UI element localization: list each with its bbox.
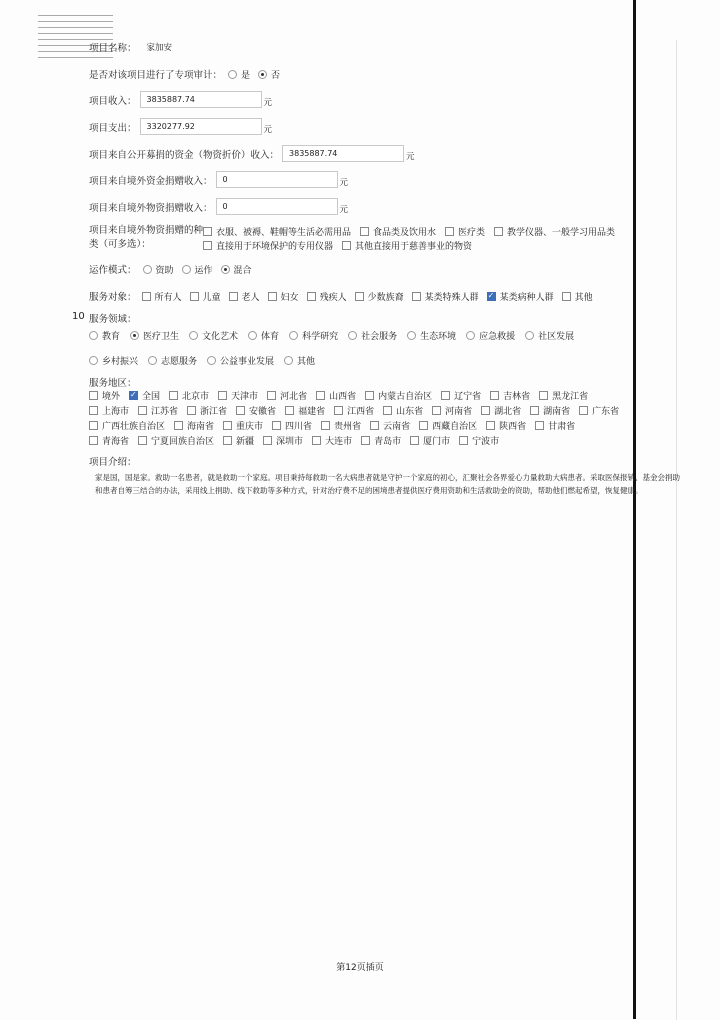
option-label: 妇女 bbox=[280, 292, 299, 303]
service-region-row-2 bbox=[84, 404, 623, 417]
radio-button[interactable] bbox=[89, 331, 98, 340]
public-fund-row bbox=[89, 145, 415, 162]
checkbox-option[interactable] bbox=[482, 290, 554, 303]
checkbox-option[interactable] bbox=[476, 404, 521, 417]
checkbox-option[interactable] bbox=[218, 434, 254, 447]
option-label: 其他 bbox=[297, 356, 316, 367]
checkbox[interactable] bbox=[481, 406, 490, 415]
checkbox-option[interactable] bbox=[350, 290, 404, 303]
service-target-label: 服务对象： bbox=[89, 292, 137, 303]
radio-option[interactable] bbox=[142, 354, 197, 367]
option-label: 河北省 bbox=[280, 392, 308, 402]
radio-button[interactable] bbox=[221, 265, 230, 274]
checkbox-option[interactable] bbox=[164, 389, 209, 402]
option-label: 河南省 bbox=[445, 407, 473, 417]
project-name-row bbox=[89, 40, 172, 54]
option-label: 深圳市 bbox=[276, 437, 304, 447]
radio-option[interactable] bbox=[137, 263, 174, 276]
expense-label: 项目支出： bbox=[89, 122, 137, 134]
goods-type-options-line1 bbox=[198, 224, 619, 238]
option-label: 吉林省 bbox=[503, 392, 531, 402]
checkbox[interactable] bbox=[361, 436, 370, 445]
checkbox[interactable] bbox=[138, 406, 147, 415]
option-label: 教学仪器、一般学习用品类 bbox=[507, 227, 616, 238]
option-label: 志愿服务 bbox=[161, 356, 198, 367]
checkbox[interactable] bbox=[360, 227, 369, 236]
checkbox[interactable] bbox=[535, 421, 544, 430]
checkbox-option[interactable] bbox=[337, 239, 472, 252]
checkbox-option[interactable] bbox=[224, 290, 260, 303]
radio-button[interactable] bbox=[289, 331, 298, 340]
income-label: 项目收入： bbox=[89, 95, 137, 107]
overseas-goods-label: 项目来自境外物资捐赠收入： bbox=[89, 202, 213, 214]
radio-option[interactable] bbox=[222, 68, 250, 81]
radio-option[interactable] bbox=[201, 354, 274, 367]
goods-type-label bbox=[89, 224, 203, 252]
checkbox-option[interactable] bbox=[311, 389, 356, 402]
option-label: 山西省 bbox=[329, 392, 357, 402]
option-label: 某类特殊人群 bbox=[424, 292, 479, 303]
checkbox[interactable] bbox=[142, 292, 151, 301]
checkbox-option[interactable] bbox=[427, 404, 472, 417]
checkbox-option[interactable] bbox=[355, 225, 436, 238]
option-label: 云南省 bbox=[383, 422, 411, 432]
radio-option[interactable] bbox=[242, 329, 279, 342]
checkbox-option[interactable] bbox=[231, 404, 276, 417]
checkbox-option[interactable] bbox=[302, 290, 347, 303]
checkbox-option[interactable] bbox=[84, 404, 129, 417]
checkbox[interactable] bbox=[486, 421, 495, 430]
operation-mode-label: 运作模式： bbox=[89, 265, 137, 276]
radio-option[interactable] bbox=[215, 263, 252, 276]
radio-button[interactable] bbox=[407, 331, 416, 340]
checkbox-option[interactable] bbox=[280, 404, 325, 417]
checkbox[interactable] bbox=[355, 292, 364, 301]
special-audit-options bbox=[222, 68, 282, 81]
option-label: 其他直接用于慈善事业的物资 bbox=[355, 241, 473, 252]
service-region-row-3 bbox=[84, 419, 579, 432]
checkbox-option[interactable] bbox=[436, 389, 481, 402]
radio-option[interactable] bbox=[83, 329, 120, 342]
scan-faint-line bbox=[676, 40, 677, 1020]
option-label: 安徽省 bbox=[249, 407, 277, 417]
checkbox-option[interactable] bbox=[530, 419, 575, 432]
service-field-options-row2 bbox=[83, 352, 319, 368]
radio-button[interactable] bbox=[182, 265, 191, 274]
overseas-goods-unit: 元 bbox=[339, 205, 349, 215]
option-label: 北京市 bbox=[182, 392, 210, 402]
option-label: 境外 bbox=[102, 392, 121, 402]
checkbox-option[interactable] bbox=[440, 225, 485, 238]
checkbox[interactable] bbox=[419, 421, 428, 430]
checkbox-option[interactable] bbox=[481, 419, 526, 432]
option-label: 残疾人 bbox=[319, 292, 347, 303]
checkbox-option[interactable] bbox=[489, 225, 615, 238]
checkbox[interactable] bbox=[579, 406, 588, 415]
checkbox-option[interactable] bbox=[414, 419, 477, 432]
option-label: 厦门市 bbox=[423, 437, 451, 447]
option-label: 衣服、被褥、鞋帽等生活必需用品 bbox=[216, 227, 352, 238]
radio-button[interactable] bbox=[207, 356, 216, 365]
option-label: 湖北省 bbox=[494, 407, 522, 417]
checkbox-option[interactable] bbox=[525, 404, 570, 417]
option-label: 某类病种人群 bbox=[499, 292, 554, 303]
checkbox[interactable] bbox=[174, 421, 183, 430]
checkbox[interactable] bbox=[312, 436, 321, 445]
checkbox[interactable] bbox=[267, 391, 276, 400]
checkbox[interactable] bbox=[562, 292, 571, 301]
radio-option[interactable] bbox=[283, 329, 338, 342]
line-number: 10 bbox=[72, 311, 85, 322]
public-fund-unit: 元 bbox=[406, 152, 415, 162]
checkbox-option[interactable] bbox=[356, 434, 401, 447]
scan-edge-line bbox=[633, 0, 636, 1019]
option-label: 重庆市 bbox=[236, 422, 264, 432]
checkbox[interactable] bbox=[410, 436, 419, 445]
option-label: 老人 bbox=[241, 292, 260, 303]
option-label: 广东省 bbox=[592, 407, 620, 417]
option-label: 甘肃省 bbox=[548, 422, 576, 432]
checkbox[interactable] bbox=[445, 227, 454, 236]
option-label: 青岛市 bbox=[374, 437, 402, 447]
service-region-row-1 bbox=[84, 389, 592, 402]
radio-button[interactable] bbox=[466, 331, 475, 340]
radio-option[interactable] bbox=[519, 329, 574, 342]
checkbox[interactable] bbox=[285, 406, 294, 415]
option-label: 应急救援 bbox=[479, 331, 516, 342]
checkbox-option[interactable] bbox=[307, 434, 352, 447]
checkbox[interactable] bbox=[129, 391, 138, 400]
checkbox-option[interactable] bbox=[267, 419, 312, 432]
checkbox[interactable] bbox=[229, 292, 238, 301]
checkbox-option[interactable] bbox=[213, 389, 258, 402]
radio-button[interactable] bbox=[348, 331, 357, 340]
radio-option[interactable] bbox=[252, 68, 280, 81]
option-label: 混合 bbox=[233, 265, 252, 276]
checkbox-option[interactable] bbox=[133, 434, 214, 447]
checkbox-option[interactable] bbox=[378, 404, 423, 417]
option-label: 宁夏回族自治区 bbox=[151, 437, 215, 447]
option-label: 内蒙古自治区 bbox=[378, 392, 433, 402]
option-label: 直接用于环境保护的专用仪器 bbox=[216, 241, 334, 252]
service-region-label: 服务地区： bbox=[89, 378, 137, 389]
option-label: 四川省 bbox=[285, 422, 313, 432]
operation-mode-options bbox=[137, 263, 254, 276]
option-label: 海南省 bbox=[187, 422, 215, 432]
checkbox[interactable] bbox=[89, 436, 98, 445]
option-label: 公益事业发展 bbox=[220, 356, 275, 367]
checkbox-option[interactable] bbox=[316, 419, 361, 432]
checkbox[interactable] bbox=[321, 421, 330, 430]
radio-button[interactable] bbox=[228, 70, 237, 79]
option-label: 否 bbox=[271, 70, 281, 81]
option-label: 天津市 bbox=[231, 392, 259, 402]
checkbox[interactable] bbox=[441, 391, 450, 400]
checkbox[interactable] bbox=[190, 292, 199, 301]
option-label: 文化艺术 bbox=[202, 331, 239, 342]
option-label: 广西壮族自治区 bbox=[102, 422, 166, 432]
checkbox[interactable] bbox=[334, 406, 343, 415]
option-label: 黑龙江省 bbox=[552, 392, 589, 402]
checkbox[interactable] bbox=[370, 421, 379, 430]
option-label: 少数族裔 bbox=[367, 292, 404, 303]
checkbox[interactable] bbox=[236, 406, 245, 415]
income-input[interactable]: 3835887.74 bbox=[140, 91, 262, 108]
checkbox[interactable] bbox=[539, 391, 548, 400]
option-label: 全国 bbox=[142, 392, 161, 402]
option-label: 科学研究 bbox=[302, 331, 339, 342]
service-target-options bbox=[137, 290, 596, 303]
option-label: 儿童 bbox=[202, 292, 221, 303]
option-label: 大连市 bbox=[325, 437, 353, 447]
checkbox-option[interactable] bbox=[198, 239, 333, 252]
expense-input[interactable]: 3320277.92 bbox=[140, 118, 262, 135]
checkbox-option[interactable] bbox=[185, 290, 221, 303]
radio-option[interactable] bbox=[342, 329, 397, 342]
option-label: 资助 bbox=[155, 265, 174, 276]
overseas-fund-unit: 元 bbox=[339, 178, 349, 188]
radio-button[interactable] bbox=[89, 356, 98, 365]
radio-option[interactable] bbox=[278, 354, 315, 367]
radio-button[interactable] bbox=[284, 356, 293, 365]
page-footer: 第12页插页 bbox=[336, 963, 384, 973]
overseas-goods-row bbox=[89, 198, 348, 215]
option-label: 湖南省 bbox=[543, 407, 571, 417]
checkbox[interactable] bbox=[530, 406, 539, 415]
checkbox[interactable] bbox=[487, 292, 496, 301]
option-label: 体育 bbox=[261, 331, 280, 342]
service-field-options-row1 bbox=[83, 327, 578, 343]
service-field-label: 服务领域： bbox=[89, 314, 137, 325]
checkbox[interactable] bbox=[307, 292, 316, 301]
special-audit-label: 是否对该项目进行了专项审计： bbox=[89, 70, 223, 81]
checkbox[interactable] bbox=[223, 436, 232, 445]
checkbox-option[interactable] bbox=[218, 419, 263, 432]
special-audit-row bbox=[89, 67, 282, 81]
checkbox[interactable] bbox=[89, 391, 98, 400]
checkbox-option[interactable] bbox=[84, 434, 129, 447]
option-label: 医疗类 bbox=[458, 227, 486, 238]
checkbox[interactable] bbox=[272, 421, 281, 430]
checkbox[interactable] bbox=[490, 391, 499, 400]
income-unit: 元 bbox=[263, 98, 273, 108]
checkbox-option[interactable] bbox=[407, 290, 479, 303]
option-label: 青海省 bbox=[102, 437, 130, 447]
project-name-label: 项目名称： bbox=[89, 43, 137, 54]
option-label: 贵州省 bbox=[334, 422, 362, 432]
checkbox[interactable] bbox=[383, 406, 392, 415]
public-fund-label: 项目来自公开募捐的资金（物资折价）收入： bbox=[89, 149, 280, 161]
checkbox[interactable] bbox=[459, 436, 468, 445]
option-label: 福建省 bbox=[298, 407, 326, 417]
option-label: 江西省 bbox=[347, 407, 375, 417]
checkbox[interactable] bbox=[365, 391, 374, 400]
goods-type-options-line2 bbox=[198, 238, 476, 252]
checkbox-option[interactable] bbox=[405, 434, 450, 447]
option-label: 新疆 bbox=[236, 437, 255, 447]
radio-option[interactable] bbox=[460, 329, 515, 342]
service-region-row-4 bbox=[84, 434, 503, 447]
radio-option[interactable] bbox=[401, 329, 456, 342]
checkbox[interactable] bbox=[169, 391, 178, 400]
checkbox[interactable] bbox=[89, 406, 98, 415]
radio-button[interactable] bbox=[248, 331, 257, 340]
option-label: 教育 bbox=[102, 331, 121, 342]
checkbox-option[interactable] bbox=[534, 389, 588, 402]
option-label: 上海市 bbox=[102, 407, 130, 417]
option-label: 浙江省 bbox=[200, 407, 228, 417]
option-label: 乡村振兴 bbox=[102, 356, 139, 367]
option-label: 社区发展 bbox=[538, 331, 575, 342]
option-label: 辽宁省 bbox=[454, 392, 482, 402]
radio-option[interactable] bbox=[176, 263, 213, 276]
radio-option[interactable] bbox=[83, 354, 138, 367]
checkbox-option[interactable] bbox=[137, 290, 182, 303]
checkbox-option[interactable] bbox=[557, 290, 593, 303]
checkbox-option[interactable] bbox=[198, 225, 351, 238]
goods-type-label-line2: 类（可多选）： bbox=[89, 239, 151, 250]
checkbox[interactable] bbox=[412, 292, 421, 301]
checkbox[interactable] bbox=[263, 436, 272, 445]
checkbox-option[interactable] bbox=[124, 389, 160, 402]
option-label: 陕西省 bbox=[499, 422, 527, 432]
intro-text: 家是国，国是家。救助一名患者，就是救助一个家庭。项目秉持每救助一名大病患者就是守护一个家庭的初心，汇聚社会各界爱心力量救助大病患者。采取医保报销、基金会捐助和患者自筹三结合的办法，采用线上捐助、线下救助等多种方式，针对治疗费不足的困境患者提供医疗费用资助和生活救助金的资助，帮助他们燃起希望，恢复健康。 bbox=[95, 473, 680, 495]
option-label: 是 bbox=[241, 70, 251, 81]
checkbox[interactable] bbox=[203, 241, 212, 250]
radio-button[interactable] bbox=[148, 356, 157, 365]
overseas-fund-row bbox=[89, 171, 348, 188]
option-label: 食品类及饮用水 bbox=[373, 227, 437, 238]
public-fund-input[interactable]: 3835887.74 bbox=[282, 145, 404, 162]
radio-option[interactable] bbox=[183, 329, 238, 342]
option-label: 运作 bbox=[194, 265, 213, 276]
option-label: 山东省 bbox=[396, 407, 424, 417]
overseas-fund-input[interactable]: 0 bbox=[216, 171, 338, 188]
checkbox-option[interactable] bbox=[133, 404, 178, 417]
service-target-row bbox=[89, 289, 596, 303]
radio-button[interactable] bbox=[143, 265, 152, 274]
option-label: 医疗卫生 bbox=[143, 331, 180, 342]
checkbox-option[interactable] bbox=[263, 290, 299, 303]
radio-option[interactable] bbox=[124, 329, 179, 342]
option-label: 西藏自治区 bbox=[432, 422, 478, 432]
overseas-goods-input[interactable]: 0 bbox=[216, 198, 338, 215]
checkbox[interactable] bbox=[342, 241, 351, 250]
radio-button[interactable] bbox=[258, 70, 267, 79]
checkbox-option[interactable] bbox=[169, 419, 214, 432]
checkbox-option[interactable] bbox=[329, 404, 374, 417]
income-row bbox=[89, 91, 272, 108]
overseas-fund-label: 项目来自境外资金捐赠收入： bbox=[89, 175, 213, 187]
checkbox-option[interactable] bbox=[262, 389, 307, 402]
radio-button[interactable] bbox=[189, 331, 198, 340]
checkbox[interactable] bbox=[138, 436, 147, 445]
option-label: 其他 bbox=[574, 292, 593, 303]
checkbox-option[interactable] bbox=[454, 434, 499, 447]
intro-label: 项目介绍： bbox=[89, 457, 137, 468]
checkbox[interactable] bbox=[494, 227, 503, 236]
radio-button[interactable] bbox=[130, 331, 139, 340]
expense-row bbox=[89, 118, 272, 135]
option-label: 社会服务 bbox=[361, 331, 398, 342]
option-label: 所有人 bbox=[154, 292, 182, 303]
checkbox-option[interactable] bbox=[574, 404, 619, 417]
expense-unit: 元 bbox=[263, 125, 273, 135]
checkbox[interactable] bbox=[218, 391, 227, 400]
project-name-value: 家加安 bbox=[146, 43, 173, 53]
checkbox-option[interactable] bbox=[84, 419, 165, 432]
goods-type-label-line1: 项目来自境外物资捐赠的种 bbox=[89, 225, 204, 236]
checkbox[interactable] bbox=[223, 421, 232, 430]
radio-button[interactable] bbox=[525, 331, 534, 340]
checkbox-option[interactable] bbox=[485, 389, 530, 402]
checkbox[interactable] bbox=[316, 391, 325, 400]
option-label: 生态环境 bbox=[420, 331, 457, 342]
operation-mode-row bbox=[89, 262, 254, 276]
checkbox-option[interactable] bbox=[365, 419, 410, 432]
checkbox-option[interactable] bbox=[360, 389, 432, 402]
checkbox[interactable] bbox=[187, 406, 196, 415]
checkbox[interactable] bbox=[432, 406, 441, 415]
checkbox-option[interactable] bbox=[258, 434, 303, 447]
option-label: 宁波市 bbox=[472, 437, 500, 447]
checkbox[interactable] bbox=[268, 292, 277, 301]
checkbox-option[interactable] bbox=[84, 389, 120, 402]
checkbox[interactable] bbox=[203, 227, 212, 236]
checkbox[interactable] bbox=[89, 421, 98, 430]
option-label: 江苏省 bbox=[151, 407, 179, 417]
checkbox-option[interactable] bbox=[182, 404, 227, 417]
